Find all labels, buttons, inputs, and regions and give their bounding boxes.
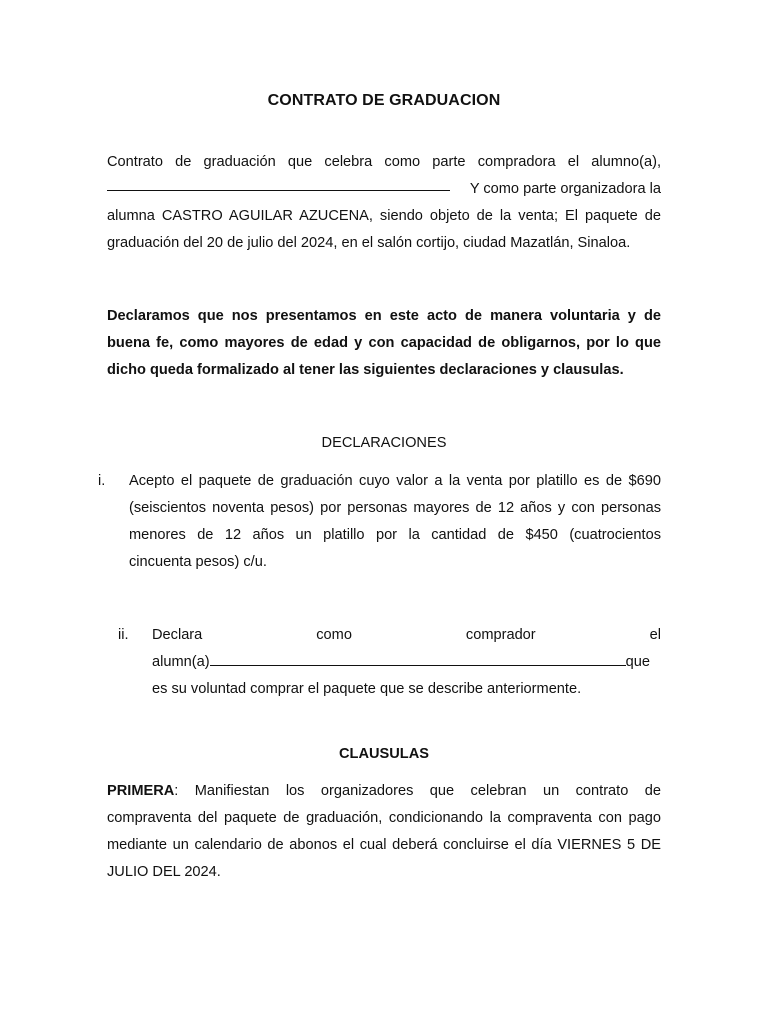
declaration-line-3: dicho queda formalizado al tener las siguientes declaraciones y clausulas.: [107, 362, 624, 378]
intro-line-2: [107, 176, 661, 203]
clausulas-heading: CLAUSULAS: [339, 746, 429, 762]
declaracion-2-line-2: [152, 649, 661, 676]
intro-paragraph: [107, 149, 661, 257]
declaration-line-2: buena fe, como mayores de edad y con capacidad de obligarnos, por lo que: [107, 335, 661, 351]
declaracion-1-number: i.: [98, 473, 106, 489]
declaracion-1: [129, 468, 661, 576]
declaracion-1-line-2: (seiscientos noventa pesos) por personas mayores de 12 años y con personas: [129, 500, 661, 516]
declaracion-2: [152, 622, 661, 703]
declaration-statement: [107, 303, 661, 384]
clausula-primera-line-4: JULIO DEL 2024.: [107, 864, 221, 880]
intro-line-2-text: Y como parte organizadora la: [469, 181, 661, 197]
clausula-primera-label: PRIMERA: [107, 783, 175, 799]
clausula-primera: [107, 778, 661, 886]
declaracion-2-line-2-suffix: que: [625, 654, 650, 670]
intro-line-4: graduación del 20 de julio del 2024, en el salón cortijo, ciudad Mazatlán, Sinaloa.: [107, 235, 631, 251]
declaracion-2-number: ii.: [118, 627, 129, 643]
declaracion-2-line-3: es su voluntad comprar el paquete que se describe anteriormente.: [152, 681, 582, 697]
declaration-line-1: Declaramos que nos presentamos en este acto de manera voluntaria y de: [107, 308, 661, 324]
buyer-name-blank: [107, 176, 450, 191]
declaracion-1-line-1: Acepto el paquete de graduación cuyo valor a la venta por platillo es de $690: [129, 473, 661, 489]
clausula-primera-line-1-text: : Manifiestan los organizadores que celebran un contrato de: [174, 783, 661, 799]
declaracion-1-line-3: menores de 12 años un platillo por la cantidad de $450 (cuatrocientos: [129, 527, 661, 543]
declaraciones-heading: DECLARACIONES: [321, 435, 447, 451]
clausula-primera-line-2: compraventa del paquete de graduación, condicionando la compraventa con pago: [107, 810, 661, 826]
declaracion-1-line-4: cincuenta pesos) c/u.: [129, 554, 267, 570]
intro-line-3: alumna CASTRO AGUILAR AZUCENA, siendo objeto de la venta; El paquete de: [107, 208, 661, 224]
declaracion-2-line-1: Declara como comprador el: [152, 627, 661, 643]
intro-line-1: Contrato de graduación que celebra como parte compradora el alumno(a),: [107, 154, 661, 170]
clausula-primera-line-3: mediante un calendario de abonos el cual deberá concluirse el día VIERNES 5 DE: [107, 837, 661, 853]
clausula-primera-line-1: [107, 778, 661, 805]
buyer-student-blank: [210, 651, 626, 666]
page-title: CONTRATO DE GRADUACION: [267, 92, 501, 109]
declaracion-2-line-2-prefix: alumn(a): [152, 654, 210, 670]
